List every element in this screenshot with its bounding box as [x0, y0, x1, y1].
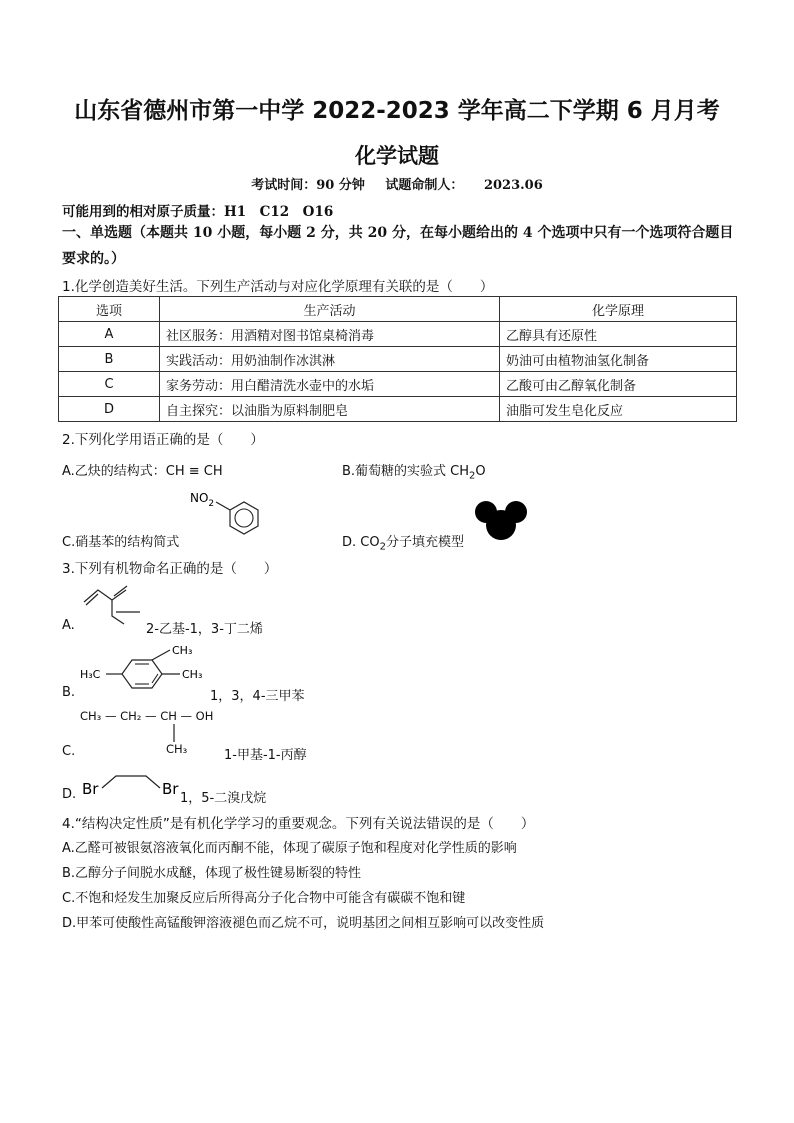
- exam-author: 试题命制人：: [385, 178, 464, 193]
- question-3-stem: 3.下列有机物命名正确的是（ ）: [62, 561, 278, 577]
- atomic-mass-line: 可能用到的相对原子质量：H1 C12 O16: [62, 204, 334, 220]
- question-4-option-c: C.不饱和烃发生加聚反应后所得高分子化合物中可能含有碳碳不饱和键: [62, 891, 466, 906]
- co2-space-filling-model-icon: [474, 500, 528, 542]
- ch3-label: H₃C: [80, 668, 101, 681]
- question-4-option-a: A.乙醛可被银氨溶液氧化而丙酮不能，体现了碳原子饱和程度对化学性质的影响: [62, 841, 517, 856]
- table-header: 化学原理: [500, 297, 737, 322]
- benzene-ring: [230, 502, 258, 534]
- question-3-option-a-letter: A.: [62, 618, 75, 633]
- bond-line: [216, 502, 230, 510]
- table-cell: 乙醇具有还原性: [500, 322, 737, 347]
- table-header-row: [59, 297, 737, 322]
- table-cell: 社区服务：用酒精对图书馆桌椅消毒: [160, 322, 500, 347]
- table-row: [59, 372, 737, 397]
- page-subtitle: 化学试题: [355, 144, 439, 168]
- option-b-text: B.葡萄糖的实验式 CH: [342, 464, 470, 479]
- question-3-option-c-name: 1-甲基-1-丙醇: [224, 748, 307, 763]
- page-title: 山东省德州市第一中学 2022-2023 学年高二下学期 6 月月考: [74, 98, 720, 124]
- question-1-table: [58, 296, 737, 422]
- question-4-stem: 4.“结构决定性质”是有机化学学习的重要观念。下列有关说法错误的是（ ）: [62, 816, 535, 832]
- question-4-option-d: D.甲苯可使酸性高锰酸钾溶液褪色而乙烷不可，说明基团之间相互影响可以改变性质: [62, 916, 545, 931]
- structure-c-branch-line: [164, 722, 184, 744]
- question-3-option-d-letter: D.: [62, 787, 77, 802]
- question-2-option-b: [342, 460, 486, 482]
- table-cell: 家务劳动：用白醋清洗水壶中的水垢: [160, 372, 500, 397]
- nitrobenzene-structure: [186, 488, 276, 544]
- structure-d-skeleton: [80, 770, 180, 802]
- table-cell: 奶油可由植物油氢化制备: [500, 347, 737, 372]
- exam-time: 考试时间：90 分钟: [251, 178, 365, 193]
- question-2-option-d: [342, 531, 464, 553]
- question-3-option-a-name: 2-乙基-1，3-丁二烯: [146, 622, 263, 637]
- table-header: 选项: [59, 297, 160, 322]
- option-d-text: D. CO: [342, 535, 380, 550]
- ch3-label: CH₃: [172, 644, 193, 657]
- table-header: 生产活动: [160, 297, 500, 322]
- table-cell: 实践活动：用奶油制作冰淇淋: [160, 347, 500, 372]
- question-2-stem: 2.下列化学用语正确的是（ ）: [62, 432, 264, 448]
- subscript: 2: [379, 541, 386, 553]
- question-3-option-b-letter: B.: [62, 685, 76, 700]
- section-1-heading: 一、单选题（本题共 10 小题，每小题 2 分，共 20 分，在每小题给出的 4 个选项中只有一个选项符合题目要求的。）: [62, 225, 734, 267]
- exam-date: 2023.06: [483, 178, 543, 193]
- table-row: [59, 322, 737, 347]
- ch3-label: CH₃: [182, 668, 203, 681]
- question-2-option-a: A.乙炔的结构式：CH ≡ CH: [62, 464, 223, 479]
- table-cell: 乙酸可由乙醇氧化制备: [500, 372, 737, 397]
- table-cell: 油脂可发生皂化反应: [500, 397, 737, 422]
- subscript: 2: [469, 470, 476, 482]
- no2-label: $NO_2$: [190, 491, 215, 509]
- table-cell: C: [59, 372, 160, 397]
- question-3-option-c-letter: C.: [62, 744, 76, 759]
- table-cell: A: [59, 322, 160, 347]
- structure-c-formula: CH₃ — CH₂ — CH — OH: [80, 709, 214, 723]
- br-label: Br: [82, 780, 99, 798]
- option-b-text-end: O: [475, 464, 486, 479]
- table-cell: 自主探究：以油脂为原料制肥皂: [160, 397, 500, 422]
- question-3-option-b-name: 1，3，4-三甲苯: [210, 689, 305, 704]
- structure-c-ch3: CH₃: [166, 742, 188, 756]
- table-cell: D: [59, 397, 160, 422]
- exam-meta: [0, 174, 794, 193]
- table-row: [59, 397, 737, 422]
- structure-a-skeleton: [82, 582, 146, 630]
- question-2-option-c: C.硝基苯的结构简式: [62, 535, 180, 550]
- br-label: Br: [162, 780, 179, 798]
- question-1-stem: 1.化学创造美好生活。下列生产活动与对应化学原理有关联的是（ ）: [62, 279, 494, 295]
- structure-b-trimethylbenzene: [78, 640, 210, 704]
- aromatic-circle: [235, 509, 253, 527]
- table-cell: B: [59, 347, 160, 372]
- option-d-text-end: 分子填充模型: [385, 535, 464, 550]
- question-3-option-d-name: 1，5-二溴戊烷: [180, 791, 267, 806]
- table-row: [59, 347, 737, 372]
- question-4-option-b: B.乙醇分子间脱水成醚，体现了极性键易断裂的特性: [62, 866, 362, 881]
